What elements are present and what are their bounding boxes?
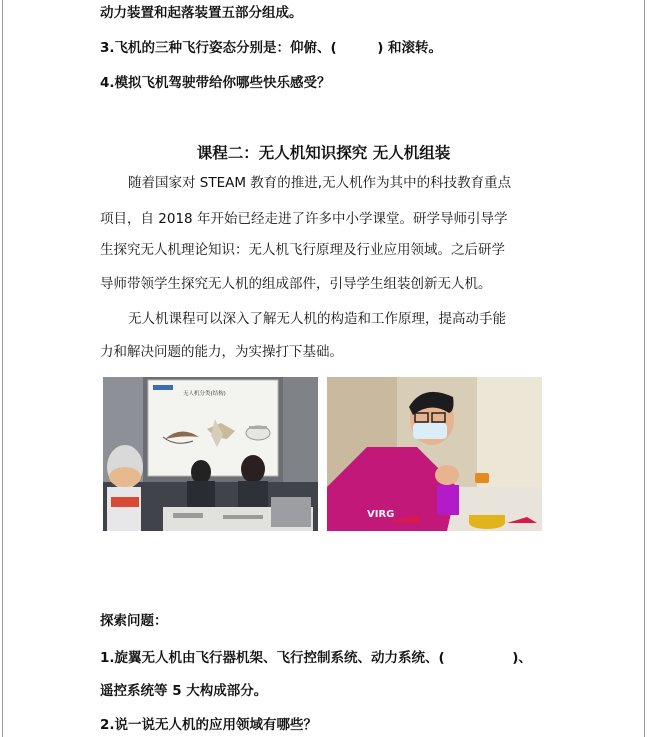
slide-caption: 无人机分类(结构) xyxy=(183,391,226,397)
question-3: 3.飞机的三种飞行姿态分别是：仰俯、( ) 和滚转。 xyxy=(100,40,443,56)
question-4: 4.模拟飞机驾驶带给你哪些快乐感受？ xyxy=(100,75,331,91)
classroom-photo-illustration xyxy=(103,377,318,531)
paragraph1-line2: 项目，自 2018 年开始已经走进了许多中小学课堂。研学导师引导学 xyxy=(100,211,508,227)
paragraph2-line1: 无人机课程可以深入了解无人机的构造和工作原理，提高动手能 xyxy=(128,311,506,327)
course-title: 课程二：无人机知识探究 无人机组装 xyxy=(196,144,451,162)
classroom-photo xyxy=(103,377,318,531)
paragraph1-line3: 生探究无人机理论知识：无人机飞行原理及行业应用领域。之后研学 xyxy=(100,242,505,258)
explore-question-1-line1: 1.旋翼无人机由飞行器机架、飞行控制系统、动力系统、( )、 xyxy=(100,650,532,666)
paragraph2-line2: 力和解决问题的能力，为实操打下基础。 xyxy=(100,344,343,360)
text-line-components: 动力装置和起落装置五部分组成。 xyxy=(100,5,303,21)
paragraph1-line4: 导师带领学生探究无人机的组成部件，引导学生组装创新无人机。 xyxy=(100,276,492,292)
explore-question-1-line2: 遥控系统等 5 大构成部分。 xyxy=(100,683,268,699)
student-assembly-illustration xyxy=(327,377,542,531)
paragraph1-line1: 随着国家对 STEAM 教育的推进,无人机作为其中的科技教育重点 xyxy=(128,175,512,191)
explore-question-2: 2.说一说无人机的应用领域有哪些？ xyxy=(100,717,318,733)
explore-heading: 探索问题： xyxy=(100,613,168,629)
student-assembly-photo xyxy=(327,377,542,531)
svg-text:VIRG: VIRG xyxy=(367,509,395,520)
